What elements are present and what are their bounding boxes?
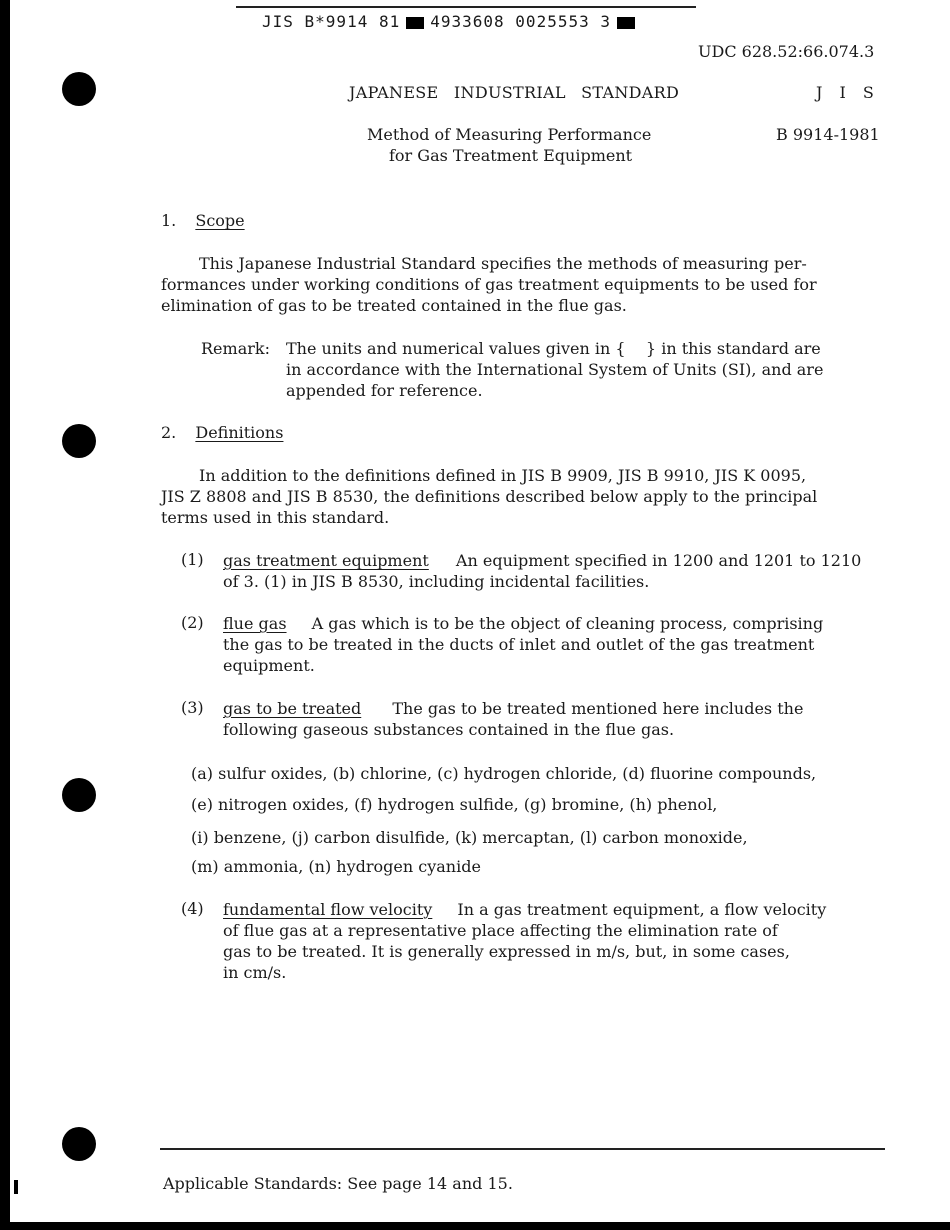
definition-term: fundamental flow velocity: [223, 900, 433, 919]
definition-text: In a gas treatment equipment, a flow velocity: [457, 900, 827, 919]
definition-item: [223, 698, 803, 719]
footer-rule: [160, 1148, 885, 1150]
punch-hole: [62, 1127, 96, 1161]
udc-number: UDC 628.52:66.074.3: [698, 42, 875, 61]
document-title-line-2: for Gas Treatment Equipment: [389, 146, 633, 165]
definition-number: (2): [181, 613, 204, 632]
section-title: Scope: [195, 211, 245, 230]
definition-term: gas treatment equipment: [223, 551, 429, 570]
punch-hole: [62, 424, 96, 458]
definition-item: [223, 899, 826, 920]
jis-mark: J I S: [816, 83, 880, 102]
definition-term: gas to be treated: [223, 699, 362, 718]
barcode-block-icon: [406, 17, 424, 29]
definition-text: in cm/s.: [223, 963, 287, 982]
substance-line: (m) ammonia, (n) hydrogen cyanide: [191, 857, 481, 876]
definition-item: [223, 550, 861, 571]
definitions-intro-line: JIS Z 8808 and JIS B 8530, the definitions described below apply to the principal: [161, 487, 818, 506]
catalog-code: [262, 12, 641, 31]
scope-line: formances under working conditions of gas treatment equipments to be used for: [161, 275, 817, 294]
applicable-standards-note: Applicable Standards: See page 14 and 15.: [163, 1174, 513, 1193]
definition-term: flue gas: [223, 614, 287, 633]
definition-number: (3): [181, 698, 204, 717]
punch-hole: [62, 778, 96, 812]
barcode-block-icon: [617, 17, 635, 29]
definition-text: gas to be treated. It is generally expressed in m/s, but, in some cases,: [223, 942, 790, 961]
definition-text: A gas which is to be the object of cleaning process, comprising: [311, 614, 824, 633]
punch-hole: [62, 72, 96, 106]
remark-line: in accordance with the International System of Units (SI), and are: [286, 360, 824, 379]
remark-line: The units and numerical values given in { } in this standard are: [286, 339, 821, 358]
catalog-code-left: JIS B*9914 81: [262, 12, 401, 31]
definitions-intro-line: terms used in this standard.: [161, 508, 390, 527]
section-number: 2.: [161, 423, 177, 442]
section-2-heading: [161, 423, 283, 442]
definition-number: (1): [181, 550, 204, 569]
section-title: Definitions: [195, 423, 284, 442]
definition-text: An equipment specified in 1200 and 1201 to 1210: [455, 551, 862, 570]
substance-line: (e) nitrogen oxides, (f) hydrogen sulfide, (g) bromine, (h) phenol,: [191, 795, 718, 814]
remark-line: appended for reference.: [286, 381, 483, 400]
definition-number: (4): [181, 899, 204, 918]
scan-mark: [14, 1180, 18, 1194]
definition-text: the gas to be treated in the ducts of inlet and outlet of the gas treatment: [223, 635, 815, 654]
substance-line: (i) benzene, (j) carbon disulfide, (k) mercaptan, (l) carbon monoxide,: [191, 828, 748, 847]
scope-line: This Japanese Industrial Standard specifies the methods of measuring per-: [199, 254, 807, 273]
definition-text: The gas to be treated mentioned here includes the: [392, 699, 804, 718]
scope-line: elimination of gas to be treated contained in the flue gas.: [161, 296, 627, 315]
catalog-code-right: 4933608 0025553 3: [430, 12, 611, 31]
document-title-line-1: Method of Measuring Performance: [367, 125, 652, 144]
definition-text: following gaseous substances contained in the flue gas.: [223, 720, 675, 739]
scan-edge-left: [0, 0, 10, 1230]
definition-item: [223, 613, 823, 634]
scan-edge-bottom: [0, 1222, 950, 1230]
substance-line: (a) sulfur oxides, (b) chlorine, (c) hydrogen chloride, (d) fluorine compounds,: [191, 764, 817, 783]
section-number: 1.: [161, 211, 177, 230]
definition-text: of flue gas at a representative place affecting the elimination rate of: [223, 921, 778, 940]
header-rule: [236, 6, 696, 8]
section-1-heading: [161, 211, 245, 230]
remark-label: Remark:: [201, 339, 270, 358]
definition-text: equipment.: [223, 656, 315, 675]
definition-text: of 3. (1) in JIS B 8530, including incidental facilities.: [223, 572, 650, 591]
standard-name: JAPANESE INDUSTRIAL STANDARD: [349, 83, 680, 102]
document-number: B 9914-1981: [776, 125, 880, 144]
definitions-intro-line: In addition to the definitions defined in JIS B 9909, JIS B 9910, JIS K 0095,: [199, 466, 807, 485]
